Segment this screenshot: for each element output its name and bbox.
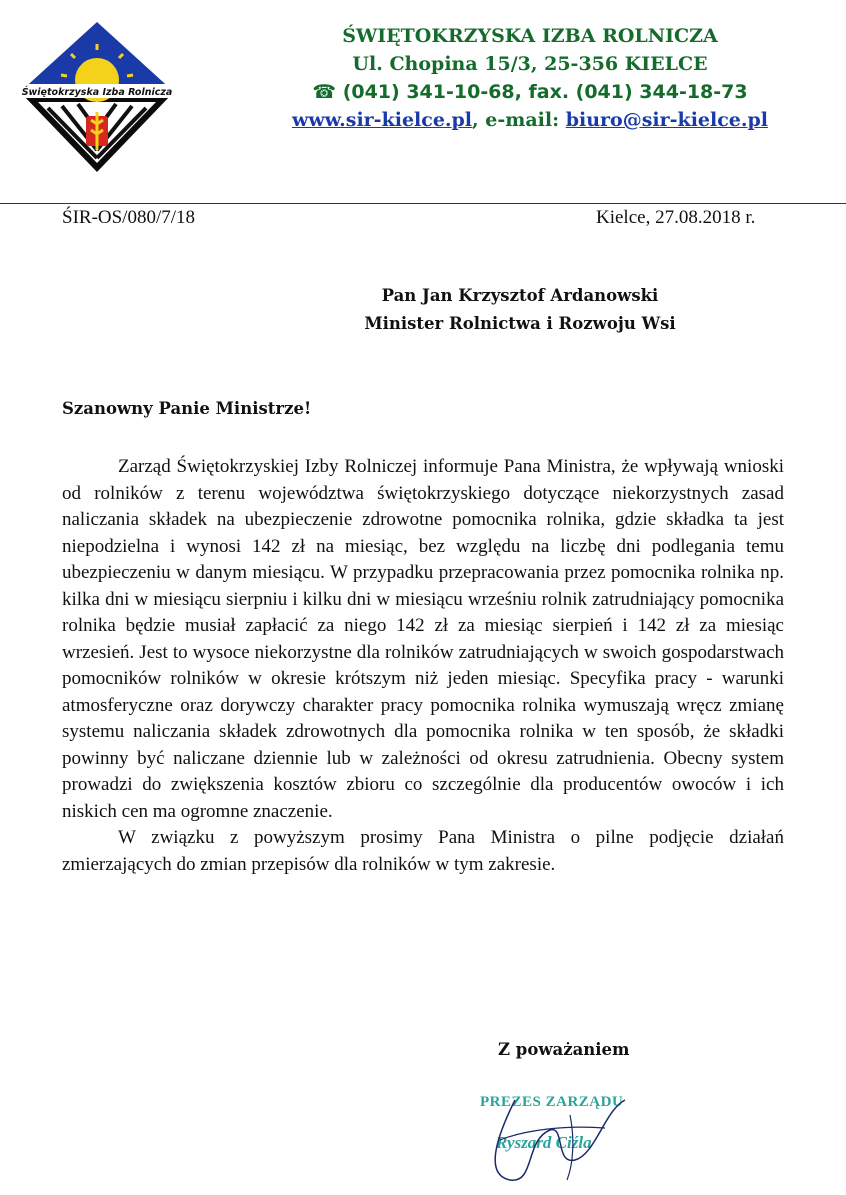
reference-number: ŚIR-OS/080/7/18 <box>62 207 196 228</box>
salutation: Szanowny Panie Ministrze! <box>62 399 312 418</box>
stamp-name: Ryszard Ciźla <box>496 1133 592 1152</box>
org-phone <box>250 78 810 106</box>
stamp-title: PREZES ZARZĄDU <box>480 1094 624 1110</box>
phone-fax-text: (041) 341-10-68, fax. (041) 344-18-73 <box>342 81 748 103</box>
org-name: ŚWIĘTOKRZYSKA IZBA ROLNICZA <box>342 25 718 47</box>
letter-body <box>62 454 784 878</box>
addressee-title: Minister Rolnictwa i Rozwoju Wsi <box>364 314 676 333</box>
letter-date: Kielce, 27.08.2018 r. <box>596 207 756 228</box>
organization-logo <box>18 20 176 180</box>
closing: Z poważaniem <box>498 1040 630 1059</box>
email-link[interactable]: biuro@sir-kielce.pl <box>565 109 768 131</box>
telephone-icon: ☎ <box>312 81 337 103</box>
letterhead <box>250 22 810 134</box>
logo-text: Świętokrzyska Izba Rolnicza <box>21 87 173 98</box>
body-paragraph-1: Zarząd Świętokrzyskiej Izby Rolniczej informuje Pana Ministra, że wpływają wnioski od rolników z terenu województwa świętokrzyskiego dotyczące niekorzystnych zasad naliczania składek na ubezpieczenie zdrowotne pomocnika rolnika, gdzie składka ta jest niepodzielna i wynosi 142 zł na miesiąc, bez względu na liczbę dni podlegania temu ubezpieczeniu w danym miesiącu. W przypadku przepracowania przez pomocnika rolnika np. kilka dni w miesiącu sierpniu i kilku dni w miesiącu wrześniu rolnik zatrudniający pomocnika rolnika będzie musiał zapłacić za niego 142 zł za miesiąc sierpień i 142 zł za miesiąc wrzesień. Jest to wysoce niekorzystne dla rolników zatrudniających w swoich gospodarstwach pomocników rolników w okresie krótszym niż jeden miesiąc. Specyfika pracy - warunki atmosferyczne oraz dorywczy charakter pracy pomocnika rolnika wymuszają wręcz zmianę systemu naliczania składek zdrowotnych dla pomocnika rolnika w ten sposób, że składki powinny być naliczane dziennie lub w zależności od okresu zatrudnienia. Obecny system prowadzi do zwiększenia kosztów zbioru co szczególnie dla producentów owoców i ich niskich cen ma ogromne znaczenie. <box>62 456 784 822</box>
org-contact <box>250 106 810 134</box>
website-link[interactable]: www.sir-kielce.pl <box>291 109 473 131</box>
org-address: Ul. Chopina 15/3, 25-356 KIELCE <box>352 53 708 75</box>
email-prefix: , e-mail: <box>472 109 566 131</box>
handwritten-signature <box>455 1080 645 1190</box>
addressee-block <box>330 282 710 338</box>
addressee-name: Pan Jan Krzysztof Ardanowski <box>381 286 659 305</box>
header-divider <box>0 203 846 204</box>
body-paragraph-2: W związku z powyższym prosimy Pana Ministra o pilne podjęcie działań zmierzających do zmian przepisów dla rolników w tym zakresie. <box>62 827 784 875</box>
